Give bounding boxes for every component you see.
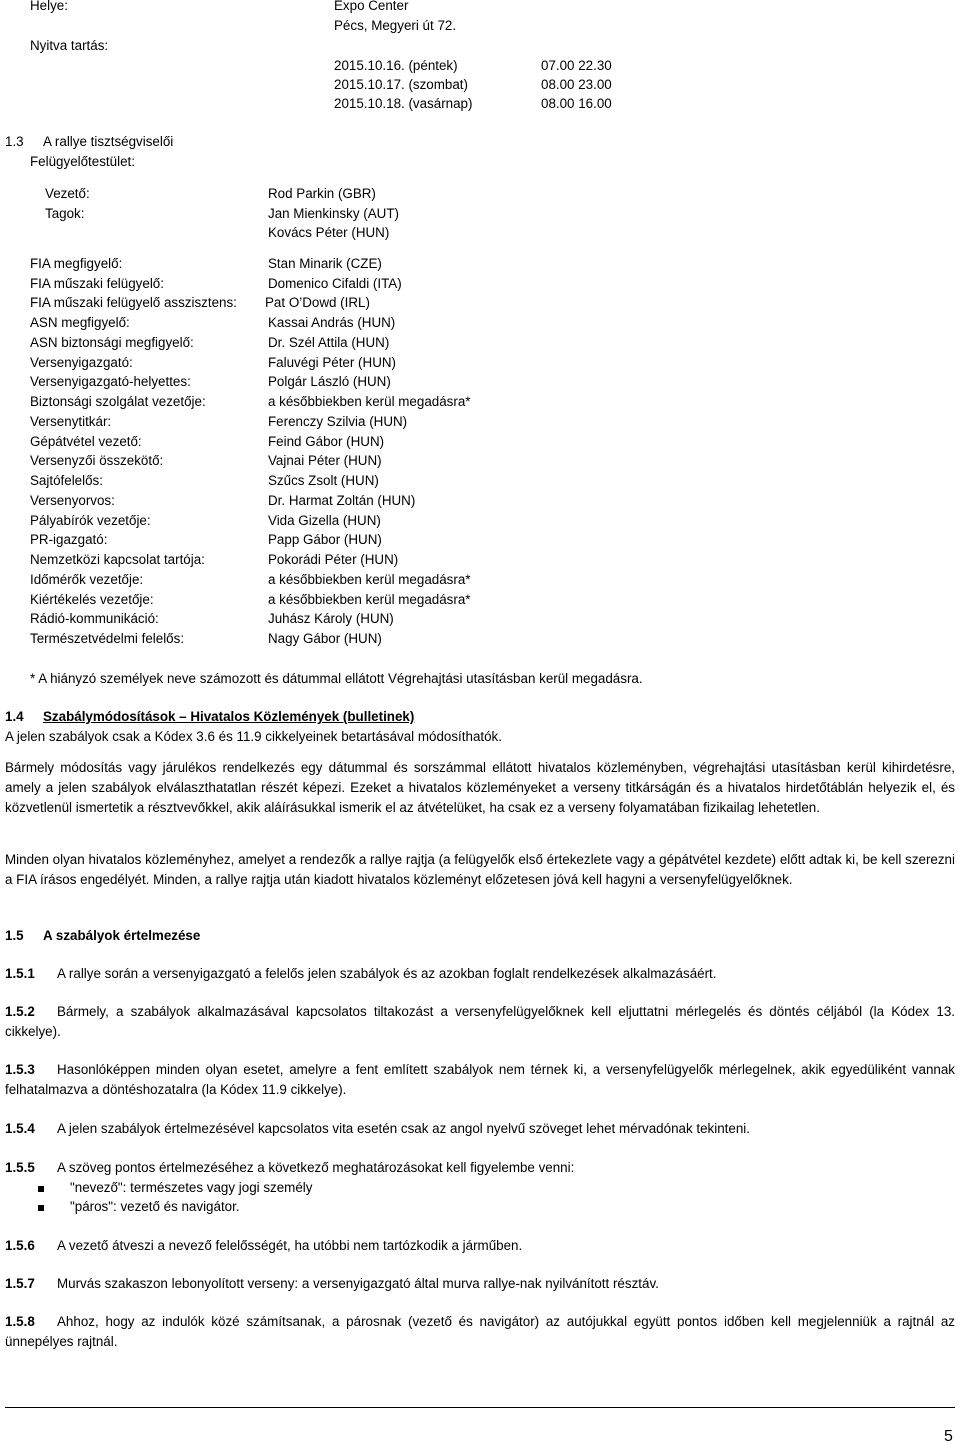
role-label: Sajtófelelős:	[30, 473, 103, 488]
role-name: a későbbiekben kerül megadásra*	[268, 394, 471, 409]
footer-divider	[5, 1407, 955, 1408]
section-number: 1.4	[5, 709, 24, 724]
role-name: Dr. Szél Attila (HUN)	[268, 335, 390, 350]
role-label: Időmérők vezetője:	[30, 572, 144, 587]
role-label: Biztonsági szolgálat vezetője:	[30, 394, 206, 409]
footnote: * A hiányzó személyek neve számozott és dátummal ellátott Végrehajtási utasításban kerül megadásra.	[30, 671, 643, 686]
opening-date: 2015.10.16. (péntek)	[334, 58, 458, 73]
section-title: A szabályok értelmezése	[43, 928, 201, 943]
section-number: 1.3	[5, 134, 24, 149]
item-number: 1.5.4	[5, 1121, 35, 1136]
item-number: 1.5.3	[5, 1062, 35, 1077]
section-number: 1.5	[5, 928, 24, 943]
role-label: PR-igazgató:	[30, 532, 108, 547]
role-label: Pályabírók vezetője:	[30, 513, 151, 528]
role-label: Versenyzői összekötő:	[30, 453, 164, 468]
role-label: Kiértékelés vezetője:	[30, 592, 154, 607]
role-name: Nagy Gábor (HUN)	[268, 631, 382, 646]
item-text: Ahhoz, hogy az indulók közé számítsanak, a párosnak (vezető és navigátor) az autójukkal együtt pontos időben kell megjelenniük a rajtnál az ünnepélyes rajtnál.	[5, 1314, 955, 1349]
role-name: Domenico Cifaldi (ITA)	[268, 276, 402, 291]
role-name: Juhász Károly (HUN)	[268, 611, 394, 626]
bullet-item: "nevező": természetes vagy jogi személy	[70, 1180, 313, 1195]
role-name: Faluvégi Péter (HUN)	[268, 355, 396, 370]
role-label: FIA műszaki felügyelő:	[30, 276, 164, 291]
role-name: Vajnai Péter (HUN)	[268, 453, 382, 468]
venue-address: Pécs, Megyeri út 72.	[334, 18, 457, 33]
item-number: 1.5.2	[5, 1004, 35, 1019]
role-label: Nemzetközi kapcsolat tartója:	[30, 552, 205, 567]
role-name: Feind Gábor (HUN)	[268, 434, 385, 449]
role-label: Versenyorvos:	[30, 493, 115, 508]
role-name: Pokorádi Péter (HUN)	[268, 552, 399, 567]
opening-time: 08.00 23.00	[541, 77, 612, 92]
role-name: a későbbiekben kerül megadásra*	[268, 592, 471, 607]
item-number: 1.5.5	[5, 1160, 35, 1175]
item-number: 1.5.7	[5, 1276, 35, 1291]
role-label: Rádió-kommunikáció:	[30, 611, 159, 626]
opening-label: Nyitva tartás:	[30, 38, 109, 53]
leader-label: Vezető:	[45, 186, 90, 201]
role-name: Papp Gábor (HUN)	[268, 532, 382, 547]
item-text: A vezető átveszi a nevező felelősségét, ha utóbbi nem tartózkodik a járműben.	[57, 1238, 523, 1253]
member-name: Jan Mienkinsky (AUT)	[268, 206, 399, 221]
role-label: Versenyigazgató:	[30, 355, 133, 370]
section-lead: A jelen szabályok csak a Kódex 3.6 és 11.9 cikkelyeinek betartásával módosíthatók.	[5, 729, 502, 744]
role-label: Természetvédelmi felelős:	[30, 631, 185, 646]
venue-label: Helye:	[30, 0, 68, 13]
role-label: FIA megfigyelő:	[30, 256, 123, 271]
item-number: 1.5.6	[5, 1238, 35, 1253]
item-text: A rallye során a versenyigazgató a felelős jelen szabályok és az azokban foglalt rendelkezések alkalmazásáért.	[57, 966, 717, 981]
role-name: Szűcs Zsolt (HUN)	[268, 473, 379, 488]
item-text: Hasonlóképpen minden olyan esetet, amelyre a fent említett szabályok nem térnek ki, a versenyfelügyelők mérlegelnek, akik egyedüliként vannak felhatalmazva a döntéshozatalra (la Kódex 11.9 cikkelye).	[5, 1062, 955, 1097]
section-title: A rallye tisztségviselői	[43, 134, 174, 149]
role-name: a későbbiekben kerül megadásra*	[268, 572, 471, 587]
item-text: A szöveg pontos értelmezéséhez a következő meghatározásokat kell figyelembe venni:	[57, 1160, 575, 1175]
paragraph: Bármely módosítás vagy járulékos rendelkezés egy dátummal és sorszámmal ellátott hivatalos közleményben, végrehajtási utasításban kerül kihirdetésre, amely a jelen szabályok elválaszthatatlan részét képezi. Ezeket a hivatalos közleményeket a verseny titkárságán és a hivatalos hirdetőtáblán helyezik el, és közvetlenül ismertetik a résztvevőkkel, akik aláírásukkal ismerik el az átvételüket, ha csak ez a verseny folyamatában fizikailag lehetetlen.	[5, 760, 955, 815]
board-title: Felügyelőtestület:	[30, 154, 135, 169]
role-label: FIA műszaki felügyelő asszisztens:	[30, 295, 237, 310]
opening-time: 08.00 16.00	[541, 96, 612, 111]
role-label: Gépátvétel vezető:	[30, 434, 142, 449]
role-label: Versenyigazgató-helyettes:	[30, 374, 191, 389]
item-text: Murvás szakaszon lebonyolított verseny: a versenyigazgató által murva rallye-nak nyilvánított résztáv.	[57, 1276, 659, 1291]
item-text: Bármely, a szabályok alkalmazásával kapcsolatos tiltakozást a versenyfelügyelőknek kell eljuttatni mérlegelés és döntés céljából (la Kódex 13. cikkelye).	[5, 1004, 955, 1039]
role-name: Kassai András (HUN)	[268, 315, 396, 330]
members-label: Tagok:	[45, 206, 85, 221]
item-number: 1.5.1	[5, 966, 35, 981]
opening-date: 2015.10.17. (szombat)	[334, 77, 468, 92]
bullet-item: "páros": vezető és navigátor.	[70, 1199, 240, 1214]
page-number: 5	[944, 1428, 953, 1445]
role-label: ASN megfigyelő:	[30, 315, 130, 330]
role-name: Stan Minarik (CZE)	[268, 256, 382, 271]
item-number: 1.5.8	[5, 1314, 35, 1329]
bullet-icon	[38, 1205, 44, 1211]
venue-name: Expo Center	[334, 0, 409, 13]
role-label: Versenytitkár:	[30, 414, 112, 429]
bullet-icon	[38, 1186, 44, 1192]
member-name: Kovács Péter (HUN)	[268, 225, 390, 240]
opening-date: 2015.10.18. (vasárnap)	[334, 96, 473, 111]
role-name: Pat O’Dowd (IRL)	[265, 295, 370, 310]
role-name: Vida Gizella (HUN)	[268, 513, 381, 528]
leader-name: Rod Parkin (GBR)	[268, 186, 376, 201]
section-title: Szabálymódosítások – Hivatalos Közlemények (bulletinek)	[43, 709, 415, 724]
item-text: A jelen szabályok értelmezésével kapcsolatos vita esetén csak az angol nyelvű szöveget lehet mérvadónak tekinteni.	[57, 1121, 750, 1136]
role-label: ASN biztonsági megfigyelő:	[30, 335, 194, 350]
role-name: Ferenczy Szilvia (HUN)	[268, 414, 408, 429]
opening-time: 07.00 22.30	[541, 58, 612, 73]
paragraph: Minden olyan hivatalos közleményhez, amelyet a rendezők a rallye rajtja (a felügyelők első értekezlete vagy a gépátvétel kezdete) előtt adtak ki, be kell szerezni a FIA írásos engedélyét. Minden, a rallye rajtja után kiadott hivatalos közleményt előzetesen jóvá kell hagyni a versenyfelügyelőknek.	[5, 852, 955, 887]
role-name: Dr. Harmat Zoltán (HUN)	[268, 493, 416, 508]
role-name: Polgár László (HUN)	[268, 374, 391, 389]
